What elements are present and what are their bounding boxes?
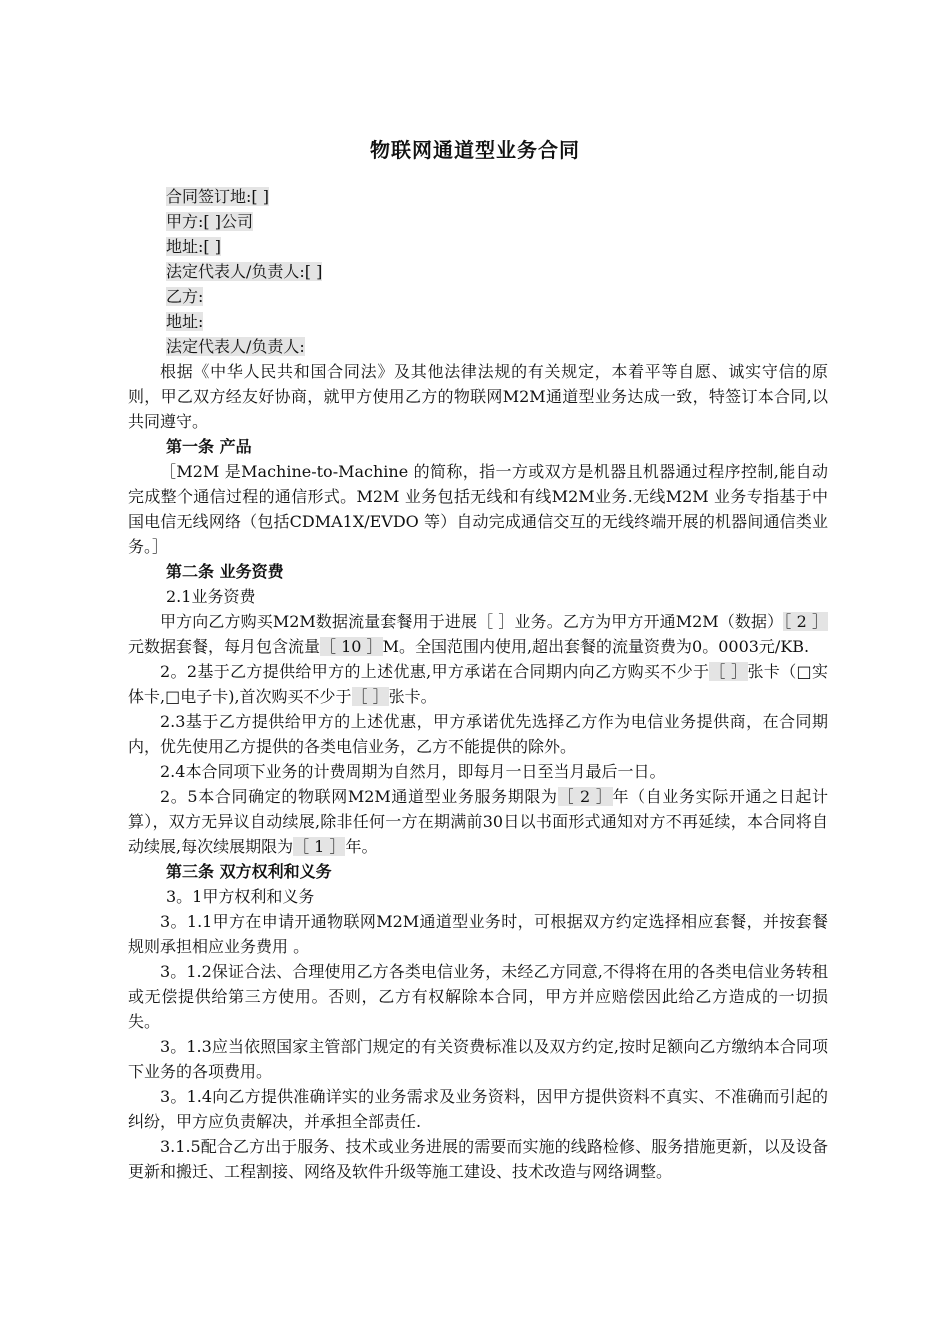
article-3-1-5-paragraph: 3.1.5配合乙方出于服务、技术或业务进展的需要而实施的线路检修、服务措施更新，以及设备更新和搬迁、工程割接、网络及软件升级等施工建设、技术改造与网络调整。 <box>128 1137 828 1181</box>
intro-paragraph: 根据《中华人民共和国合同法》及其他法律法规的有关规定，本着平等自愿、诚实守信的原则，甲乙双方经友好协商，就甲方使用乙方的物联网M2M通道型业务达成一致，特签订本合同,以共同遵守。 <box>128 362 828 431</box>
article-2-1-paragraph: 甲方向乙方购买M2M数据流量套餐用于进展［ ］业务。乙方为甲方开通M2M（数据）［ 2 ］元数据套餐，每月包含流量［ 10 ］M。全国范围内使用,超出套餐的流量资费为0。0003元/KB. <box>128 612 828 656</box>
field-party-a-address: 地址:[ ] <box>166 237 221 256</box>
monthly-traffic-field: ［ 10 ］ <box>320 637 383 656</box>
field-party-b-representative: 法定代表人/负责人: <box>166 337 305 356</box>
document-body <box>128 184 828 1184</box>
renewal-term-field: ［ 1 ］ <box>293 837 346 856</box>
article-2-5-paragraph: 2。5本合同确定的物联网M2M通道型业务服务期限为［ 2 ］年（自业务实际开通之日起计算），双方无异议自动续展,除非任何一方在期满前30日以书面形式通知对方不再延续，本合同将自动续展,每次续展期限为［ 1 ］年。 <box>128 787 828 856</box>
article-2-heading: 第二条 业务资费 <box>166 562 284 581</box>
field-party-b-address: 地址: <box>166 312 204 331</box>
field-party-a: 甲方:[ ]公司 <box>166 212 253 231</box>
article-2-1-subheading: 2.1业务资费 <box>166 587 256 606</box>
document-title: 物联网通道型业务合同 <box>370 138 580 162</box>
article-2-3-paragraph: 2.3基于乙方提供给甲方的上述优惠，甲方承诺优先选择乙方作为电信业务提供商，在合同期内，优先使用乙方提供的各类电信业务，乙方不能提供的除外。 <box>128 712 828 756</box>
min-cards-field: ［ ］ <box>709 662 748 681</box>
article-1-heading: 第一条 产品 <box>166 437 252 456</box>
article-3-1-3-paragraph: 3。1.3应当依照国家主管部门规定的有关资费标准以及双方约定,按时足额向乙方缴纳本合同项下业务的各项费用。 <box>128 1037 828 1081</box>
article-3-1-4-paragraph: 3。1.4向乙方提供准确详实的业务需求及业务资料，因甲方提供资料不真实、不准确而引起的纠纷，甲方应负责解决，并承担全部责任. <box>128 1087 828 1131</box>
first-purchase-cards-field: ［ ］ <box>351 687 389 706</box>
article-1-body: ［M2M 是Machine-to-Machine 的简称，指一方或双方是机器且机器通过程序控制,能自动完成整个通信过程的通信形式。M2M 业务包括无线和有线M2M业务.无线M2M 业务专指基于中国电信无线网络（包括CDMA1X/EVDO 等）自动完成通信交互的无线终端开展的机器间通信类业务。］ <box>128 462 828 556</box>
field-party-b: 乙方: <box>166 287 204 306</box>
article-2-4-paragraph: 2.4本合同项下业务的计费周期为自然月，即每月一日至当月最后一日。 <box>160 762 666 781</box>
field-party-a-representative: 法定代表人/负责人:[ ] <box>166 262 323 281</box>
article-3-1-2-paragraph: 3。1.2保证合法、合理使用乙方各类电信业务，未经乙方同意,不得将在用的各类电信业务转租或无偿提供给第三方使用。否则，乙方有权解除本合同，甲方并应赔偿因此给乙方造成的一切损失。 <box>128 962 828 1031</box>
article-3-1-1-paragraph: 3。1.1甲方在申请开通物联网M2M通道型业务时，可根据双方约定选择相应套餐，并按套餐规则承担相应业务费用 。 <box>128 912 828 956</box>
service-term-field: ［ 2 ］ <box>557 787 613 806</box>
article-3-heading: 第三条 双方权利和义务 <box>166 862 332 881</box>
field-signing-place: 合同签订地:[ ] <box>166 187 269 206</box>
article-2-2-paragraph: 2。2基于乙方提供给甲方的上述优惠,甲方承诺在合同期内向乙方购买不少于［ ］张卡（□实体卡,□电子卡),首次购买不少于［ ］张卡。 <box>128 662 828 706</box>
package-amount-field: ［ 2 ］ <box>783 612 828 631</box>
article-3-1-subheading: 3。1甲方权利和义务 <box>166 887 315 906</box>
